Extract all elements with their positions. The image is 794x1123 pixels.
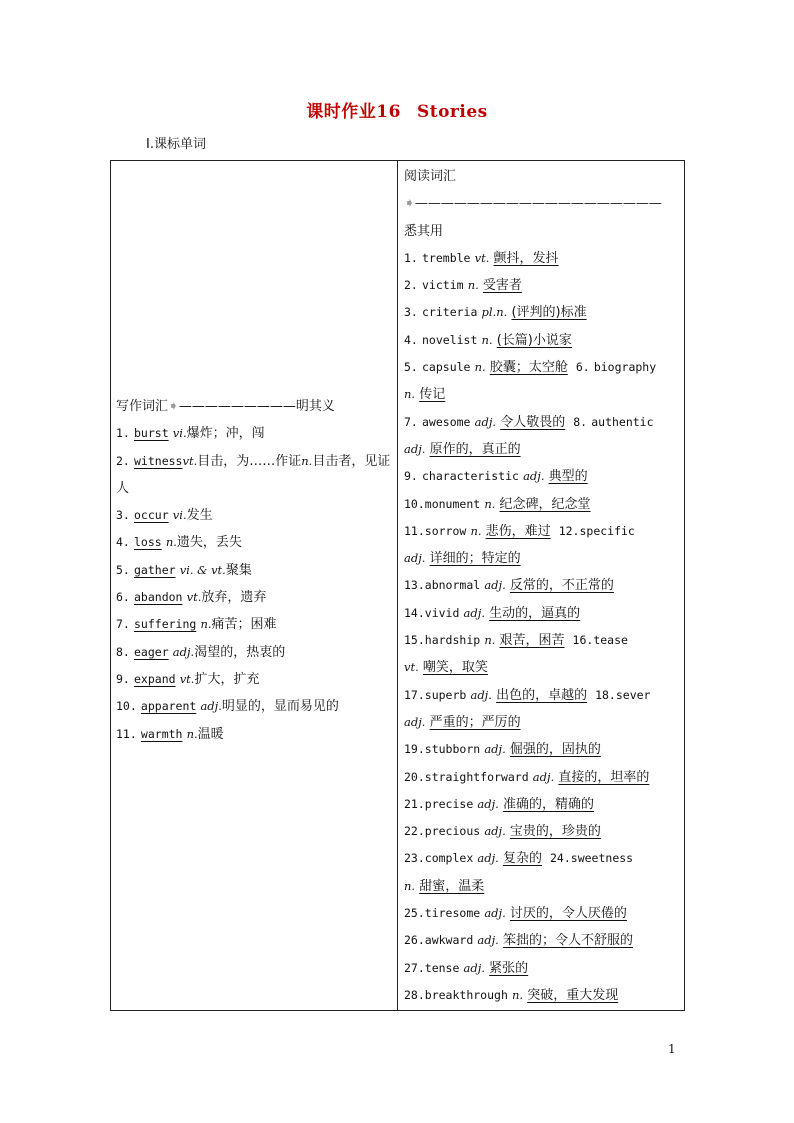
item-pos: vt. — [404, 660, 419, 675]
item-meaning: 嘲笑，取笑 — [422, 660, 488, 676]
item-meaning: 倔强的，固执的 — [509, 742, 601, 758]
item-number: 11. — [116, 726, 137, 741]
item-meaning: 令人敬畏的 — [500, 414, 566, 430]
item-meaning: 直接的，坦率的 — [558, 769, 650, 785]
writing-vocab-item — [116, 557, 393, 584]
item-pos: n. — [165, 535, 177, 550]
item-meaning: 出色的，卓越的 — [496, 687, 588, 703]
title-prefix: 课时作业16 — [306, 102, 401, 122]
item-word: hardship — [424, 633, 481, 648]
item-word: sever — [615, 687, 651, 702]
item-pos: adj. — [463, 960, 485, 975]
item-number: 4. — [116, 535, 130, 550]
item-word: characteristic — [422, 469, 519, 484]
item-number: 25. — [404, 906, 425, 921]
item-number: 21. — [404, 796, 425, 811]
reading-vocab-line — [404, 873, 682, 900]
item-meaning: 详细的；特定的 — [429, 551, 521, 567]
item-word: tense — [424, 960, 460, 975]
item-pos: vi. & vt. — [179, 562, 226, 577]
title-suffix: Stories — [416, 102, 488, 122]
item-meaning: 目击，为……作证 — [197, 453, 302, 469]
page-number: 1 — [668, 1042, 676, 1056]
item-pos: n. — [484, 496, 496, 511]
item-number: 11. — [404, 523, 425, 538]
item-meaning: 纪念碑，纪念堂 — [499, 496, 591, 512]
item-meaning: 突破，重大发现 — [527, 987, 619, 1003]
item-number: 2. — [404, 278, 418, 293]
item-meaning: 艰苦，困苦 — [499, 633, 565, 649]
writing-vocab-cell — [111, 161, 398, 1011]
item-pos: adj. — [477, 933, 499, 948]
item-pos: adj. — [172, 644, 195, 659]
item-number: 3. — [404, 305, 418, 320]
item-pos: adj. — [200, 699, 222, 714]
item-word: complex — [424, 851, 474, 866]
writing-vocab-item — [116, 721, 393, 748]
item-word: burst — [134, 426, 169, 441]
item-number: 8. — [573, 414, 588, 429]
item-pos: vi. — [172, 508, 187, 523]
item-word: monument — [424, 496, 481, 511]
reading-vocab-line — [404, 409, 682, 436]
item-pos: vt. — [186, 590, 202, 605]
item-word: witness — [134, 453, 183, 468]
item-pos: n. — [481, 332, 493, 347]
item-number: 24. — [550, 851, 571, 866]
writing-vocab-label: 写作词汇 — [116, 399, 169, 414]
item-meaning: 胶囊；太空舱 — [489, 360, 568, 376]
writing-vocab-item — [116, 584, 393, 611]
item-pos: adj. — [484, 578, 506, 593]
reading-vocab-line — [404, 709, 682, 736]
item-word: precious — [424, 824, 481, 839]
reading-vocab-line — [404, 327, 682, 354]
item-word: awkward — [424, 933, 474, 948]
item-meaning: 聚集 — [225, 562, 252, 578]
reading-vocab-line — [404, 764, 682, 791]
item-word: sorrow — [424, 523, 467, 538]
item-pos: adj. — [484, 824, 506, 839]
item-meaning: 悲伤，难过 — [485, 523, 551, 539]
item-word: abnormal — [424, 578, 481, 593]
item-meaning: 温暖 — [197, 726, 224, 742]
item-number: 19. — [404, 742, 425, 757]
item-word: tiresome — [424, 906, 481, 921]
reading-vocab-line — [404, 845, 682, 872]
item-word: awesome — [422, 414, 471, 429]
header-dashes: ——————————————————— — [414, 196, 662, 212]
item-pos2: n. — [301, 453, 313, 468]
item-number: 1. — [404, 250, 418, 265]
item-pos: n. — [470, 523, 482, 538]
item-pos: vi. — [172, 426, 187, 441]
item-meaning: (评判的)标准 — [511, 305, 587, 321]
item-word: capsule — [422, 360, 471, 375]
item-word: superb — [424, 687, 467, 702]
item-number: 18. — [595, 687, 616, 702]
item-number: 3. — [116, 508, 130, 523]
item-pos: n. — [467, 278, 479, 293]
reading-vocab-line — [404, 436, 682, 463]
reading-vocab-line — [404, 600, 682, 627]
item-pos: adj. — [477, 796, 499, 811]
item-word: abandon — [134, 590, 183, 605]
arrow-right-icon: ➧ — [404, 196, 415, 212]
item-pos: adj. — [404, 714, 426, 729]
item-number: 12. — [558, 523, 580, 538]
item-meaning: 甜蜜，温柔 — [419, 878, 485, 894]
item-pos: n. — [404, 387, 416, 402]
item-number: 15. — [404, 633, 425, 648]
reading-vocab-header-label: 阅读词汇 — [404, 169, 457, 184]
reading-vocab-line — [404, 491, 682, 518]
writing-vocab-item — [116, 611, 393, 638]
item-pos: adj. — [484, 906, 506, 921]
item-meaning: 渴望的，热衷的 — [194, 644, 286, 660]
item-meaning: 发生 — [186, 508, 213, 524]
item-pos: adj. — [463, 605, 485, 620]
item-meaning: 颤抖，发抖 — [493, 250, 559, 266]
writing-vocab-list — [116, 393, 393, 748]
item-word: breakthrough — [424, 987, 508, 1002]
item-pos: adj. — [404, 551, 426, 566]
vocabulary-table — [110, 160, 685, 1011]
reading-vocab-line — [404, 927, 682, 954]
writing-vocab-item — [116, 502, 393, 529]
item-meaning: 宝贵的，珍贵的 — [509, 824, 601, 840]
item-number: 5. — [116, 562, 130, 577]
reading-vocab-line — [404, 381, 682, 408]
item-word: suffering — [134, 617, 197, 632]
reading-vocab-line — [404, 245, 682, 272]
reading-vocab-header-tail: 悉其用 — [404, 223, 444, 239]
item-number: 6. — [575, 360, 590, 375]
item-number: 20. — [404, 769, 425, 784]
item-number: 9. — [116, 671, 130, 686]
writing-vocab-item — [116, 693, 393, 720]
item-pos: adj. — [477, 851, 499, 866]
item-word: tremble — [422, 250, 471, 265]
item-word: tease — [593, 633, 628, 648]
item-number: 7. — [116, 617, 130, 632]
item-meaning: 痛苦；困难 — [211, 617, 277, 633]
item-meaning: 放弃，遗弃 — [201, 590, 267, 606]
reading-vocab-header-rule — [404, 190, 682, 217]
item-word: apparent — [140, 699, 197, 714]
reading-vocab-line — [404, 545, 682, 572]
item-meaning: 紧张的 — [489, 960, 529, 976]
reading-vocab-line — [404, 518, 682, 545]
item-number: 22. — [404, 824, 425, 839]
item-pos: n. — [484, 633, 496, 648]
item-meaning: 准确的，精确的 — [502, 796, 594, 812]
item-word: stubborn — [424, 742, 481, 757]
item-number: 13. — [404, 578, 425, 593]
item-number: 1. — [116, 426, 130, 441]
item-meaning2: 目击者，见证人 — [116, 453, 391, 496]
item-word: warmth — [140, 726, 183, 741]
item-meaning: 严重的；严厉的 — [429, 714, 521, 730]
item-number: 4. — [404, 332, 418, 347]
item-number: 14. — [404, 605, 425, 620]
arrow-right-icon: ➧ — [168, 399, 179, 414]
item-pos: adj. — [484, 742, 506, 757]
reading-vocab-line — [404, 354, 682, 381]
reading-vocab-line — [404, 299, 682, 326]
reading-vocab-line — [404, 982, 682, 1009]
item-word: precise — [424, 796, 474, 811]
item-word: expand — [134, 671, 176, 686]
item-meaning: 讨厌的，令人厌倦的 — [509, 906, 627, 922]
item-number: 2. — [116, 453, 130, 468]
reading-vocab-line — [404, 955, 682, 982]
reading-vocab-line — [404, 627, 682, 654]
item-pos: adj. — [523, 469, 545, 484]
item-pos: vt. — [182, 453, 198, 468]
item-meaning: 爆炸；冲，闯 — [186, 426, 265, 442]
item-pos: adj. — [474, 414, 497, 429]
item-meaning: 传记 — [419, 387, 446, 403]
section-heading: Ⅰ.课标单词 — [146, 137, 206, 152]
item-word: straightforward — [424, 769, 529, 784]
item-meaning: 明显的，显而易见的 — [221, 699, 339, 715]
item-meaning: 遗失，丢失 — [176, 535, 242, 551]
writing-vocab-item — [116, 448, 393, 503]
reading-vocab-cell — [398, 161, 685, 1011]
item-pos: adj. — [404, 441, 426, 456]
item-number: 9. — [404, 469, 418, 484]
header-dashes: ————————— — [178, 399, 296, 414]
item-meaning: 扩大，扩充 — [194, 671, 260, 687]
item-number: 7. — [404, 414, 418, 429]
reading-vocab-line — [404, 463, 682, 490]
item-number: 17. — [404, 687, 425, 702]
item-word: vivid — [424, 605, 460, 620]
item-word: gather — [134, 562, 176, 577]
item-meaning: 受害者 — [482, 278, 522, 294]
item-number: 10. — [404, 496, 425, 511]
item-word: occur — [134, 508, 169, 523]
item-pos: vt. — [474, 250, 490, 265]
item-number: 26. — [404, 933, 425, 948]
item-number: 10. — [116, 699, 137, 714]
writing-vocab-item — [116, 666, 393, 693]
item-number: 16. — [572, 633, 594, 648]
writing-vocab-item — [116, 420, 393, 447]
item-pos: n. — [512, 987, 524, 1002]
item-word: criteria — [422, 305, 478, 320]
item-word: victim — [422, 278, 464, 293]
item-pos: n. — [404, 878, 416, 893]
writing-vocab-tail: 明其义 — [295, 399, 335, 414]
item-word: specific — [579, 523, 635, 538]
writing-vocab-item — [116, 529, 393, 556]
item-number: 5. — [404, 360, 418, 375]
item-meaning: 笨拙的；令人不舒服的 — [502, 933, 633, 949]
item-pos: n. — [186, 726, 198, 741]
reading-vocab-list — [398, 161, 684, 1009]
item-meaning: 典型的 — [548, 469, 588, 485]
item-pos: adj. — [532, 769, 555, 784]
item-word: sweetness — [570, 851, 634, 866]
item-meaning: 反常的，不正常的 — [509, 578, 614, 594]
writing-vocab-header — [116, 393, 393, 420]
item-word: loss — [134, 535, 162, 550]
reading-vocab-line — [404, 818, 682, 845]
page-title — [0, 97, 794, 122]
item-meaning: 复杂的 — [502, 851, 542, 867]
writing-vocab-item — [116, 639, 393, 666]
reading-vocab-line — [404, 654, 682, 681]
item-pos: n. — [474, 360, 486, 375]
reading-vocab-line — [404, 900, 682, 927]
item-meaning: (长篇)小说家 — [496, 332, 572, 348]
item-number: 27. — [404, 960, 425, 975]
item-number: 8. — [116, 644, 130, 659]
item-pos: vt. — [179, 671, 195, 686]
item-word: novelist — [422, 332, 478, 347]
reading-vocab-line — [404, 791, 682, 818]
item-pos: adj. — [470, 687, 492, 702]
item-number: 28. — [404, 987, 425, 1002]
item-word: authentic — [591, 414, 654, 429]
reading-vocab-line — [404, 272, 682, 299]
reading-vocab-line — [404, 572, 682, 599]
item-meaning: 生动的，逼真的 — [489, 605, 581, 621]
item-word: eager — [134, 644, 169, 659]
item-pos: n. — [200, 617, 212, 632]
item-meaning: 原作的，真正的 — [429, 441, 521, 457]
reading-vocab-line — [404, 736, 682, 763]
item-pos: pl.n. — [481, 305, 508, 320]
item-number: 6. — [116, 590, 130, 605]
item-number: 23. — [404, 851, 425, 866]
reading-vocab-line — [404, 682, 682, 709]
item-word: biography — [593, 360, 657, 375]
